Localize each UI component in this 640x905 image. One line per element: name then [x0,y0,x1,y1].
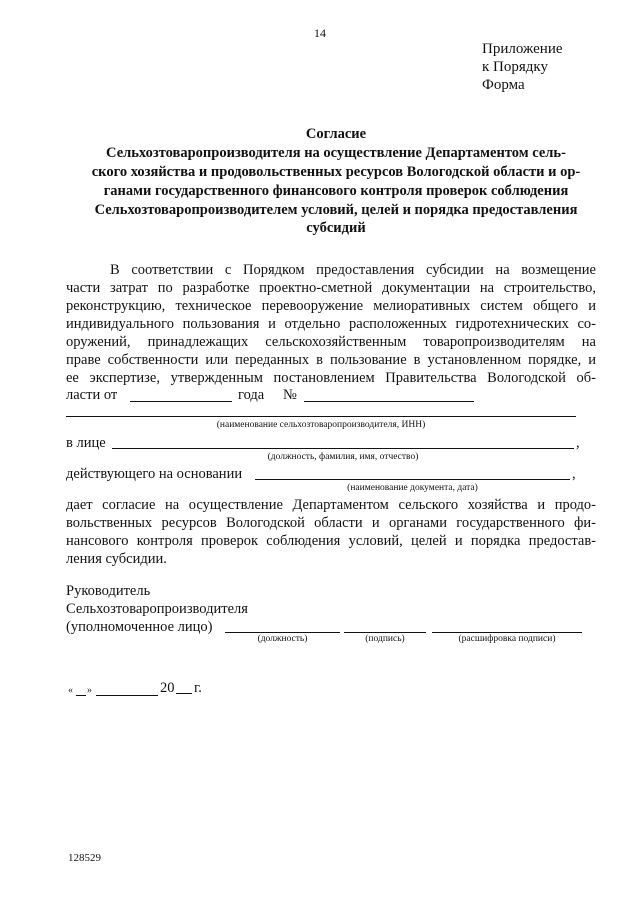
para2-line-2: вольственных ресурсов Вологодской области и органами государственного фи- [66,515,596,531]
para1-line-4: индивидуального пользования и отдельно расположенных гидротехнических со- [66,316,596,332]
title-line-4: Сельхозтоваропроизводителем условий, целей и порядка предоставления [94,202,578,218]
org-caption: (наименование сельхозтоваропроизводителя, ИНН) [216,420,426,430]
year-prefix: 20 [160,680,175,696]
position-caption: (должность) [257,634,308,644]
date-from-label: ласти от [66,387,118,403]
footer-code: 128529 [68,852,101,864]
date-quote-close: » [87,685,92,696]
in-person-label: в лице [66,435,106,451]
para2-line-4: ления субсидии. [66,551,167,567]
para1-line-6: праве собственности или переданных в пользование в установленном порядке, и [66,352,596,368]
signature-role-2: Сельхозтоваропроизводителя [66,601,248,617]
year-field[interactable] [176,693,192,694]
signature-decode-caption: (расшифровка подписи) [458,634,556,644]
basis-comma: , [572,466,576,482]
title-heading: Согласие [305,126,367,142]
date-field[interactable] [130,401,232,402]
title-line-2: ского хозяйства и продовольственных ресурсов Вологодской области и ор- [91,164,581,180]
para1-line-1: В соответствии с Порядком предоставления субсидии на возмещение [110,262,596,278]
number-label: № [283,387,297,403]
title-line-5: субсидий [306,220,366,236]
year-label: года [238,387,265,403]
doc-caption: (наименование документа, дата) [347,483,478,493]
appendix-line-1: Приложение [482,41,563,57]
appendix-block [482,40,563,94]
signature-role-1: Руководитель [66,583,151,599]
title-line-3: ганами государственного финансового контроля проверок соблюдения [103,183,569,199]
day-field[interactable] [76,695,86,696]
number-field[interactable] [304,401,474,402]
para2-line-3: нансового контроля проверок соблюдения условий, целей и порядка предостав- [66,533,596,549]
para1-line-3: реконструкцию, техническое перевооружение мелиоративных систем общего и [66,298,596,314]
acting-label: действующего на основании [66,466,243,482]
month-field[interactable] [96,695,158,696]
signature-caption: (подпись) [365,634,405,644]
para1-line-2: части затрат по разработке проектно-сметной документации на строительство, [66,280,596,296]
position-field[interactable] [225,632,340,633]
appendix-line-3: Форма [482,77,525,93]
signature-role-3: (уполномоченное лицо) [66,619,213,635]
signature-field[interactable] [344,632,426,633]
signature-decode-field[interactable] [432,632,582,633]
person-caption: (должность, фамилия, имя, отчество) [267,452,419,462]
year-suffix: г. [194,680,202,696]
basis-field[interactable] [255,479,570,480]
date-quote-open: « [68,685,73,696]
person-comma: , [576,435,580,451]
title-line-1: Сельхозтоваропроизводителя на осуществление Департаментом сель- [106,145,566,161]
para1-line-5: оружений, принадлежащих сельскохозяйственным товаропроизводителям на [66,334,596,350]
appendix-line-2: к Порядку [482,59,548,75]
page-number: 14 [314,26,326,40]
org-field[interactable] [66,416,576,417]
para2-line-1: дает согласие на осуществление Департаментом сельского хозяйства и продо- [66,497,596,513]
para1-line-7: ее экспертизе, утвержденным постановлением Правительства Вологодской об- [66,370,596,386]
person-field[interactable] [112,448,574,449]
